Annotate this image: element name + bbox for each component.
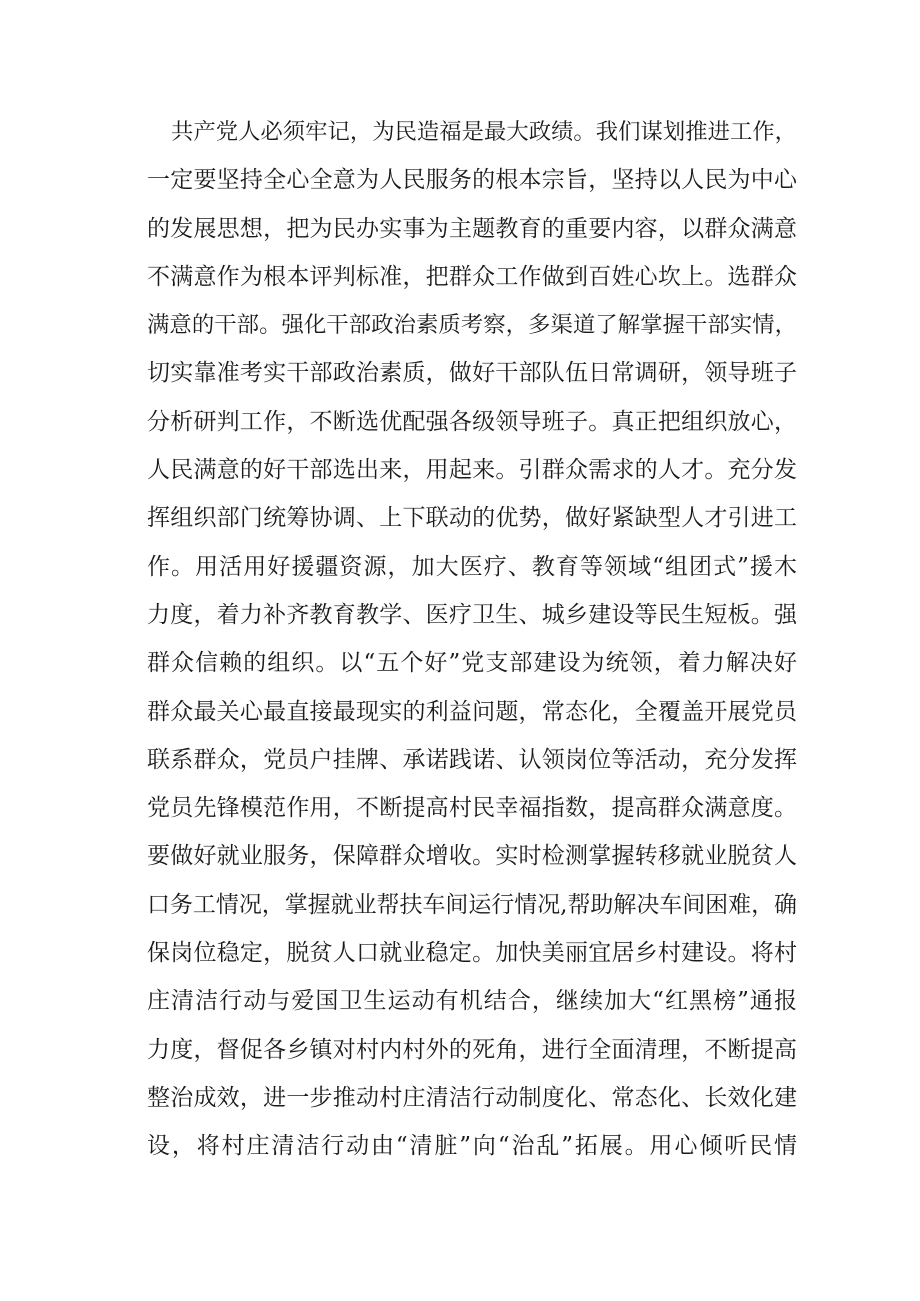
text-line: 力度，着力补齐教育教学、医疗卫生、城乡建设等民生短板。强 [147, 601, 797, 628]
text-line: 切实靠准考实干部政治素质，做好干部队伍日常调研，领导班子 [147, 360, 797, 387]
text-line: 共产党人必须牢记，为民造福是最大政绩。我们谋划推进工作， [171, 119, 797, 145]
text-line: 庄清洁行动与爱国卫生运动有机结合，继续加大“红黑榜”通报 [147, 988, 797, 1015]
text-line: 党员先锋模范作用，不断提高村民幸福指数，提高群众满意度。 [147, 795, 797, 822]
text-line: 保岗位稳定，脱贫人口就业稳定。加快美丽宜居乡村建设。将村 [147, 940, 797, 967]
body-paragraph [147, 108, 797, 1171]
text-line: 分析研判工作，不断选优配强各级领导班子。真正把组织放心， [147, 408, 797, 435]
text-line: 群众信赖的组织。以“五个好”党支部建设为统领，着力解决好 [147, 650, 797, 677]
text-line: 联系群众，党员户挂牌、承诺践诺、认领岗位等活动，充分发挥 [147, 746, 797, 773]
text-line: 设，将村庄清洁行动由“清脏”向“治乱”拓展。用心倾听民情 [147, 1133, 797, 1160]
text-line: 的发展思想，把为民办实事为主题教育的重要内容，以群众满意 [147, 215, 797, 242]
text-line: 作。用活用好援疆资源，加大医疗、教育等领域“组团式”援木 [147, 553, 797, 580]
text-line: 不满意作为根本评判标准，把群众工作做到百姓心坎上。选群众 [147, 263, 797, 290]
text-line: 人民满意的好干部选出来，用起来。引群众需求的人才。充分发 [147, 457, 797, 484]
text-line: 一定要坚持全心全意为人民服务的根本宗旨，坚持以人民为中心 [147, 167, 797, 194]
text-line: 挥组织部门统筹协调、上下联动的优势，做好紧缺型人才引进工 [147, 505, 797, 532]
text-line: 群众最关心最直接最现实的利益问题，常态化，全覆盖开展党员 [147, 698, 797, 725]
text-line: 满意的干部。强化干部政治素质考察，多渠道了解掌握干部实情， [147, 312, 797, 339]
text-line: 力度，督促各乡镇对村内村外的死角，进行全面清理，不断提高 [147, 1036, 797, 1063]
text-line: 要做好就业服务，保障群众增收。实时检测掌握转移就业脱贫人 [147, 843, 797, 870]
text-line: 口务工情况，掌握就业帮扶车间运行情况,帮助解决车间困难，确 [147, 891, 797, 918]
text-line: 整治成效，进一步推动村庄清洁行动制度化、常态化、长效化建 [147, 1084, 797, 1111]
